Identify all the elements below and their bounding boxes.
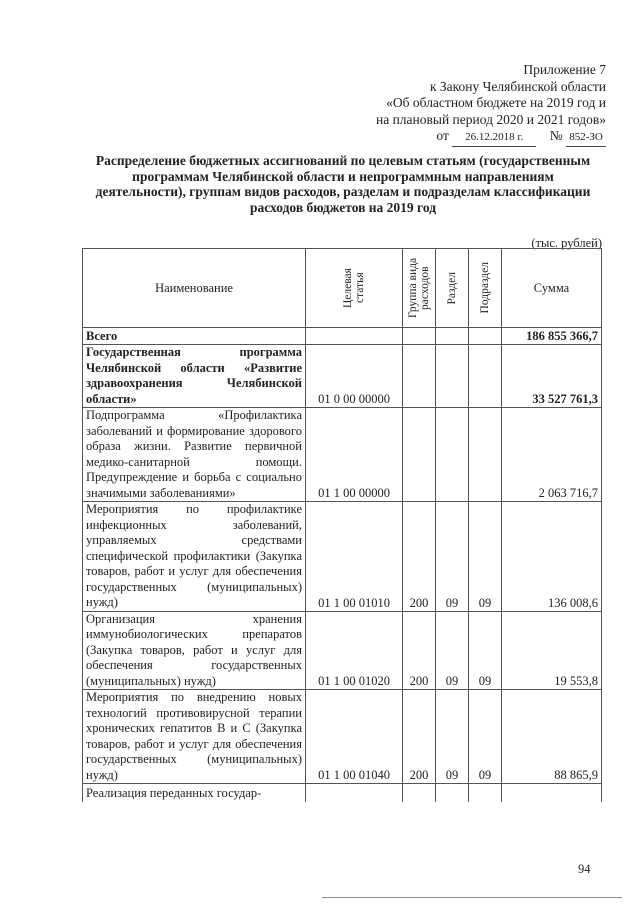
header-code-label: Целевая статья: [342, 268, 366, 308]
row-section: 09: [436, 502, 469, 612]
row-code: [306, 784, 403, 802]
row-section: [436, 328, 469, 345]
row-name: Мероприятия по профилактике инфекционных заболеваний, управляемых средствами специфической профилактики (Закупка товаров, работ и услуг для обеспечения государственных (муниципальных) нужд): [83, 502, 306, 612]
number-prefix: №: [549, 128, 563, 143]
law-number: 852-ЗО: [566, 129, 606, 147]
row-sum: 186 855 366,7: [502, 328, 602, 345]
row-group: 200: [403, 690, 436, 784]
row-group: 200: [403, 611, 436, 690]
table-row: [83, 784, 602, 802]
row-name: Реализация переданных государ-: [83, 784, 306, 802]
row-sum: 19 553,8: [502, 611, 602, 690]
table-row: [83, 611, 602, 690]
table-header-row: [83, 249, 602, 328]
header-sum: Сумма: [502, 249, 602, 328]
row-section: [436, 345, 469, 408]
header-section: [436, 249, 469, 328]
row-section: [436, 784, 469, 802]
date-prefix: от: [436, 128, 449, 143]
law-reference: к Закону Челябинской области: [429, 78, 606, 94]
row-subsection: 09: [469, 690, 502, 784]
law-title-line-1: «Об областном бюджете на 2019 год и: [386, 95, 606, 110]
row-code: [306, 328, 403, 345]
row-group: [403, 345, 436, 408]
row-name: Государственная программа Челябинской области «Развитие здравоохранения Челябинской области»: [83, 345, 306, 408]
document-title: Распределение бюджетных ассигнований по целевым статьям (государственным программам Челябинской области и непрограммным направлениям деятельности), группам видов расходов, разделам и подразделам классификации расходов бюджетов на 2019 год: [95, 153, 591, 215]
row-section: 09: [436, 690, 469, 784]
row-subsection: [469, 328, 502, 345]
row-subsection: 09: [469, 502, 502, 612]
appendix-label: Приложение 7: [523, 62, 606, 77]
row-subsection: 09: [469, 611, 502, 690]
row-group: 200: [403, 502, 436, 612]
row-code: 01 1 00 01020: [306, 611, 403, 690]
row-code: 01 0 00 00000: [306, 345, 403, 408]
law-title-line-2: на плановый период 2020 и 2021 годов»: [375, 111, 606, 127]
row-subsection: [469, 345, 502, 408]
row-subsection: [469, 408, 502, 502]
units-label: (тыс. рублей): [531, 236, 602, 250]
table-row: [83, 328, 602, 345]
row-sum: 33 527 761,3: [502, 345, 602, 408]
row-sum: [502, 784, 602, 802]
document-header: [306, 62, 606, 147]
approval-line: [306, 128, 606, 147]
header-section-label: Раздел: [446, 271, 458, 305]
header-subsection-label: Подраздел: [479, 262, 491, 314]
budget-table: [82, 248, 602, 802]
header-code: [306, 249, 403, 328]
header-subsection: [469, 249, 502, 328]
table-row: [83, 690, 602, 784]
row-sum: 88 865,9: [502, 690, 602, 784]
row-code: 01 1 00 01040: [306, 690, 403, 784]
row-group: [403, 408, 436, 502]
row-section: 09: [436, 611, 469, 690]
row-code: 01 1 00 01010: [306, 502, 403, 612]
page-number: 94: [578, 862, 591, 876]
header-name: Наименование: [83, 249, 306, 328]
row-name: Организация хранения иммунобиологических препаратов (Закупка товаров, работ и услуг для обеспечения государственных (муниципальных) нужд): [83, 611, 306, 690]
header-group: [403, 249, 436, 328]
row-code: 01 1 00 00000: [306, 408, 403, 502]
row-sum: 136 008,6: [502, 502, 602, 612]
row-group: [403, 784, 436, 802]
row-name: Всего: [83, 328, 306, 345]
row-name: Подпрограмма «Профилактика заболеваний и формирование здорового образа жизни. Развитие первичной медико-санитарной помощи. Предупреждение и борьба с социально значимыми заболеваниями»: [83, 408, 306, 502]
table-row: [83, 408, 602, 502]
row-name: Мероприятия по внедрению новых технологий противовирусной терапии хронических гепатитов В и С (Закупка товаров, работ и услуг для обеспечения государственных (муниципальных) нужд): [83, 690, 306, 784]
header-group-label: Группа вида расходов: [407, 257, 431, 319]
row-sum: 2 063 716,7: [502, 408, 602, 502]
table-row: [83, 345, 602, 408]
row-section: [436, 408, 469, 502]
bottom-divider: [322, 897, 622, 898]
approval-date: 26.12.2018 г.: [452, 129, 536, 147]
row-subsection: [469, 784, 502, 802]
row-group: [403, 328, 436, 345]
table-row: [83, 502, 602, 612]
